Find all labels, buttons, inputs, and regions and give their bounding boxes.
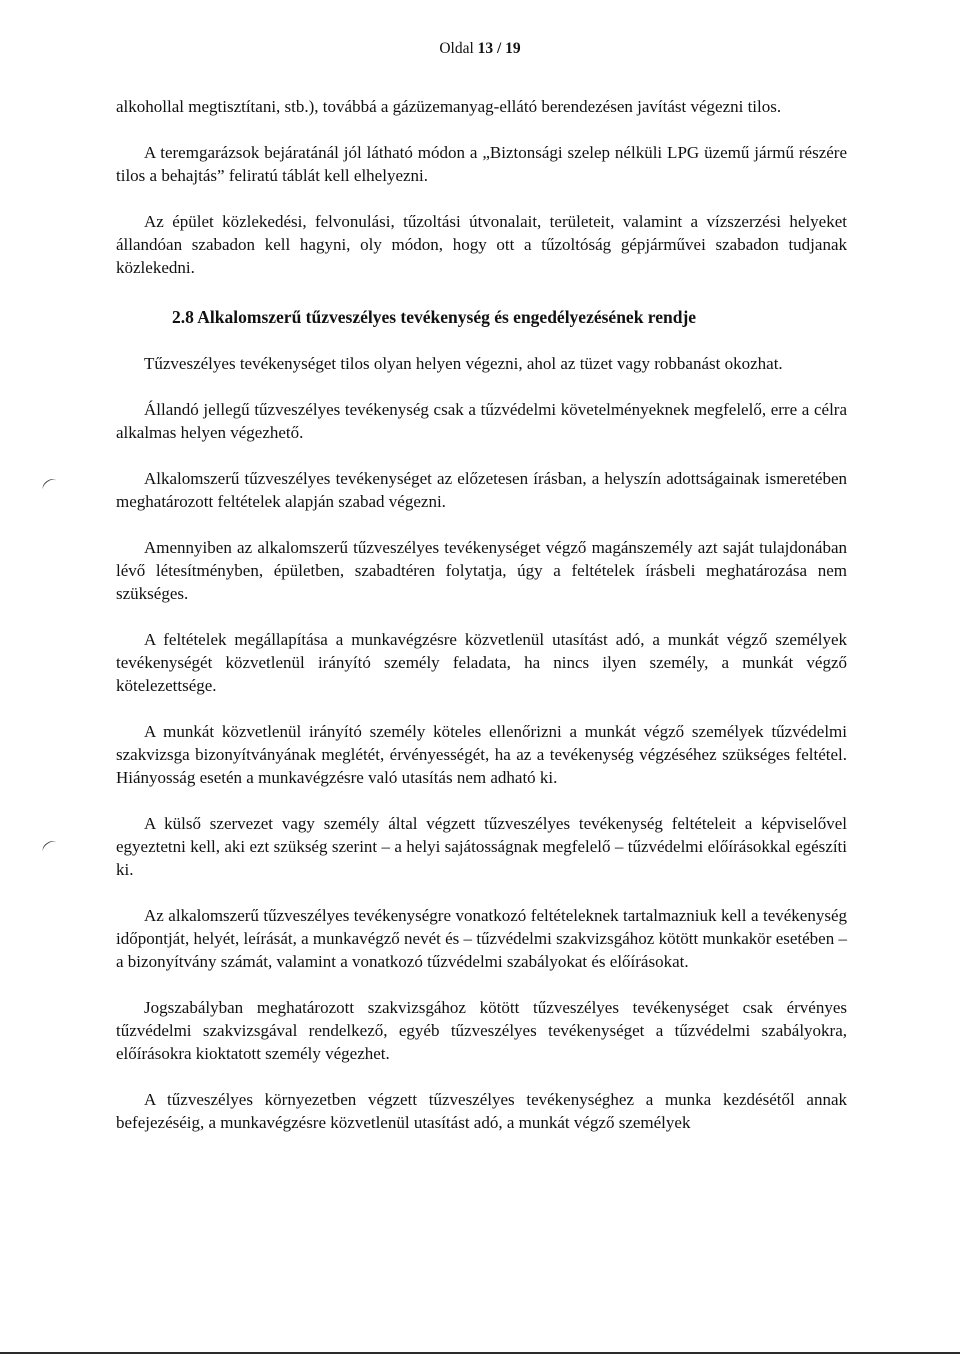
paragraph-external-organisation: A külső szervezet vagy személy által végzett tűzveszélyes tevékenység feltételeit a képviselővel egyeztetni kell, aki ezt szükség szerint – a helyi sajátosságnak megfelelő – tűzvédelmi előírásokkal egészíti ki. (116, 814, 847, 879)
paragraph-garage-sign: A teremgarázsok bejáratánál jól látható módon a „Biztonsági szelep nélküli LPG üzemű jármű részére tilos a behajtás” feliratú táblát kell elhelyezni. (116, 143, 847, 185)
page-number-header (0, 40, 960, 58)
paragraph-continuation: alkohollal megtisztítani, stb.), továbbá a gázüzemanyag-ellátó berendezésen javítást végezni tilos. (116, 97, 782, 116)
bottom-scan-edge (0, 1352, 960, 1354)
paragraph-occasional-activity: Alkalomszerű tűzveszélyes tevékenységet az előzetesen írásban, a helyszín adottságainak ismeretében meghatározott feltételek alapján szabad végezni. (116, 469, 847, 511)
page-number: 13 / 19 (477, 40, 521, 57)
margin-mark-top (40, 476, 59, 494)
paragraph-supervisor-check: A munkát közvetlenül irányító személy köteles ellenőrizni a munkát végző személyek tűzvédelmi szakvizsga bizonyítványának meglétét, érvényességét, ha az a tevékenység végzéséhez szükséges feltétel. Hiányosság esetén a munkavégzésre való utasítás nem adható ki. (116, 722, 847, 787)
paragraph-qualified-persons: Jogszabályban meghatározott szakvizsgához kötött tűzveszélyes tevékenységet csak érvényes tűzvédelmi szakvizsgával rendelkező, egyéb tűzveszélyes tevékenységet a tűzvédelmi szabályokra, előírásokra kioktatott személy végezhet. (116, 998, 847, 1063)
paragraph-required-contents: Az alkalomszerű tűzveszélyes tevékenységre vonatkozó feltételeknek tartalmazniuk kell a tevékenység időpontját, helyét, leírását, a munkavégző nevét és – tűzvédelmi szakvizsgához kötött munkakör esetében – a bizonyítvány számát, valamint a vonatkozó tűzvédelmi szabályokat és előírásokat. (116, 906, 847, 971)
paragraph-hazardous-environment: A tűzveszélyes környezetben végzett tűzveszélyes tevékenységhez a munka kezdésétől annak befejezéséig, a munkavégzésre közvetlenül utasítást adó, a munkát végző személyek (116, 1090, 847, 1132)
section-heading: 2.8 Alkalomszerű tűzveszélyes tevékenység és engedélyezésének rendje (172, 307, 697, 327)
document-body (116, 95, 847, 1134)
paragraph-access-routes: Az épület közlekedési, felvonulási, tűzoltási útvonalait, területeit, valamint a vízszerzési helyeket állandóan szabadon kell hagyni, oly módon, hogy ott a tűzoltóság gépjárművei szabadon tudjanak közlekedni. (116, 212, 847, 277)
page-label: Oldal (439, 40, 474, 57)
paragraph-prohibited-places: Tűzveszélyes tevékenységet tilos olyan helyen végezni, ahol az tüzet vagy robbanást okozhat. (144, 354, 783, 373)
paragraph-permanent-activity: Állandó jellegű tűzveszélyes tevékenység csak a tűzvédelmi követelményeknek megfelelő, erre a célra alkalmas helyen végezhető. (116, 400, 847, 442)
paragraph-conditions-responsibility: A feltételek megállapítása a munkavégzésre közvetlenül utasítást adó, a munkát végző személyek tevékenységét közvetlenül irányító személy feladata, ha nincs ilyen személy, a munkát végző kötelezettsége. (116, 630, 847, 695)
margin-mark-bottom (40, 838, 59, 856)
paragraph-private-person: Amennyiben az alkalomszerű tűzveszélyes tevékenységet végző magánszemély azt saját tulajdonában lévő létesítményben, épületben, szabadtéren folytatja, úgy a feltételek írásbeli meghatározása nem szükséges. (116, 538, 847, 603)
